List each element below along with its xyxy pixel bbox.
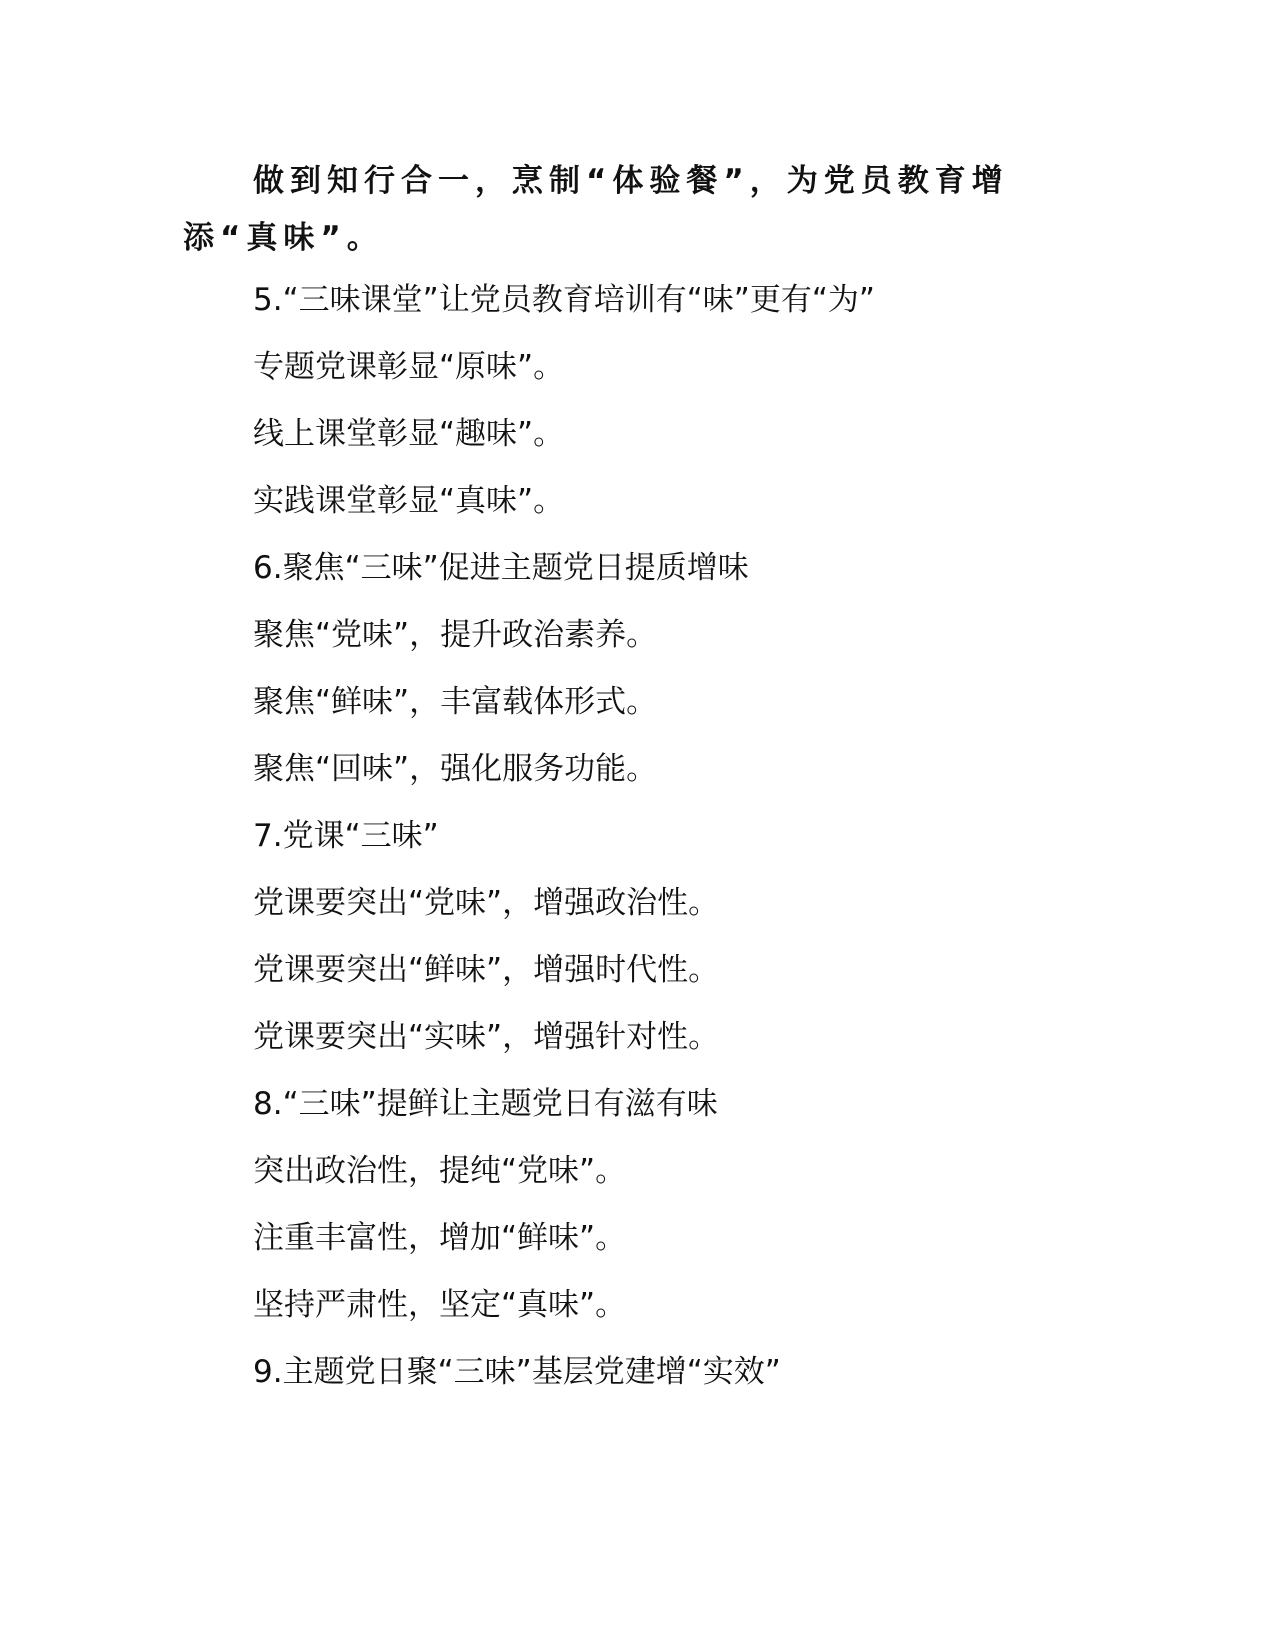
item-6-2: 聚焦“鲜味”，丰富载体形式。 <box>253 684 658 720</box>
item-6-1: 聚焦“党味”，提升政治素养。 <box>253 617 658 653</box>
item-8-1: 突出政治性，提纯“党味”。 <box>253 1153 627 1189</box>
heading-7: 7.党课“三味” <box>253 818 439 854</box>
heading-8: 8.“三味”提鲜让主题党日有滋有味 <box>253 1086 718 1122</box>
item-8-3: 坚持严肃性，坚定“真味”。 <box>253 1287 627 1323</box>
item-6-3: 聚焦“回味”，强化服务功能。 <box>253 751 658 787</box>
intro-paragraph: 做到知行合一，烹制“体验餐”，为党员教育增添“真味”。 <box>183 163 1009 256</box>
item-5-3: 实践课堂彰显“真味”。 <box>253 483 565 519</box>
heading-9: 9.主题党日聚“三味”基层党建增“实效” <box>253 1354 781 1390</box>
item-7-2: 党课要突出“鲜味”，增强时代性。 <box>253 952 720 988</box>
item-7-3: 党课要突出“实味”，增强针对性。 <box>253 1019 720 1055</box>
item-5-1: 专题党课彰显“原味”。 <box>253 349 565 385</box>
item-8-2: 注重丰富性，增加“鲜味”。 <box>253 1220 627 1256</box>
item-7-1: 党课要突出“党味”，增强政治性。 <box>253 885 720 921</box>
heading-5: 5.“三味课堂”让党员教育培训有“味”更有“为” <box>253 282 875 318</box>
item-5-2: 线上课堂彰显“趣味”。 <box>253 416 565 452</box>
heading-6: 6.聚焦“三味”促进主题党日提质增味 <box>253 550 749 586</box>
